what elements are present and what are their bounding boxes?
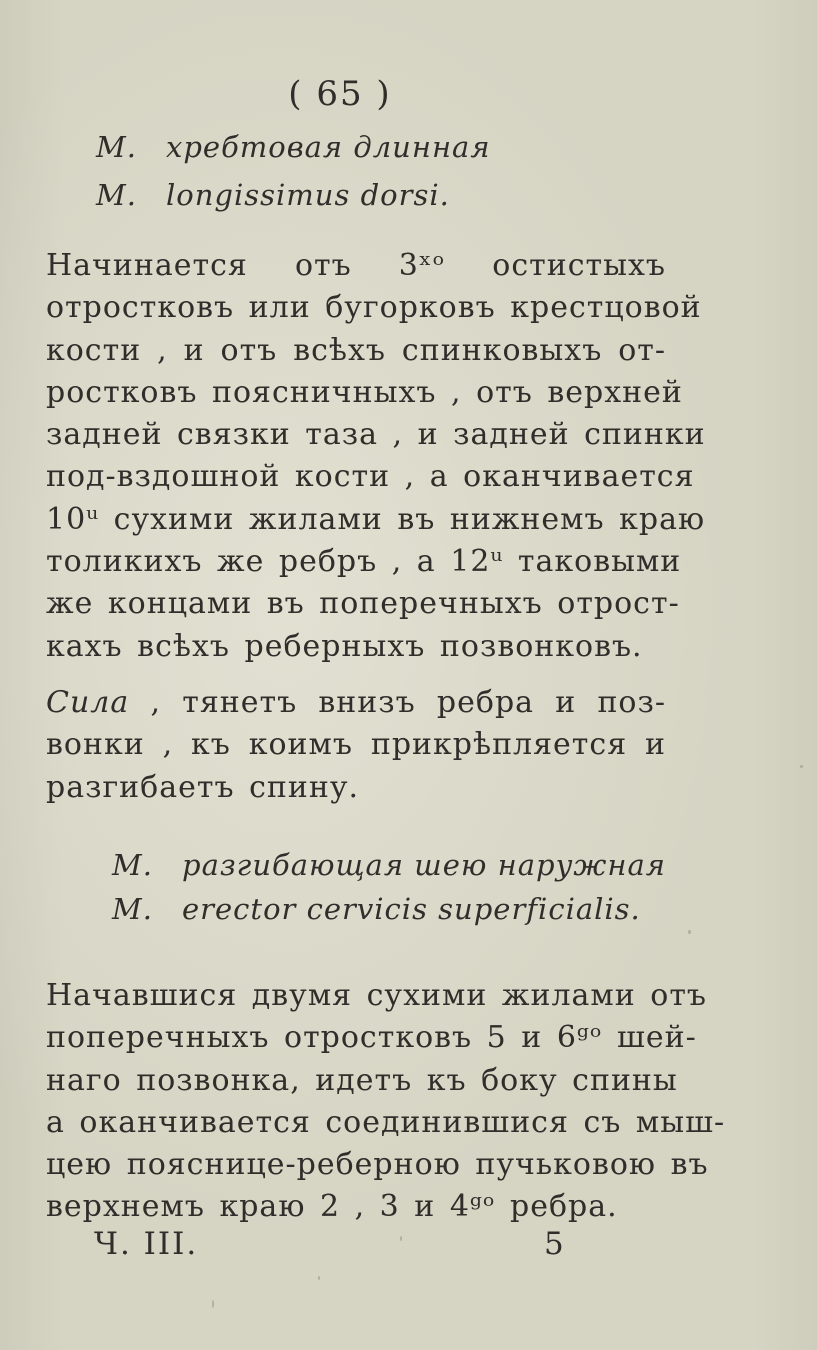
text-line: разгибаетъ спину. xyxy=(46,769,360,805)
text-line: задней связки таза , и задней спинки xyxy=(46,417,706,453)
muscle-name-ru: разгибающая шею наружная xyxy=(182,848,666,882)
text-line: наго позвонка, идетъ къ боку спины xyxy=(46,1062,678,1098)
muscle-name-lat: erector cervicis superficialis. xyxy=(182,892,641,926)
function-paragraph xyxy=(46,682,666,809)
muscle-prefix: M. xyxy=(96,130,137,164)
muscle-name-russian xyxy=(96,130,491,164)
muscle-prefix: M. xyxy=(112,892,153,926)
description-paragraph xyxy=(46,245,706,668)
function-lead-word: Сила xyxy=(46,685,130,720)
muscle-name-ru: хребтовая длинная xyxy=(166,130,491,164)
text-line: цею поясницe-реберною пучьковою въ xyxy=(46,1147,709,1183)
text-line: Начинается отъ 3ˣᵒ остистыхъ xyxy=(46,248,666,283)
muscle-prefix: M. xyxy=(96,178,137,212)
muscle-name-latin xyxy=(96,178,450,212)
muscle-name-russian xyxy=(112,848,666,882)
text-line: кахъ всѣхъ реберныхъ позвонковъ. xyxy=(46,628,643,664)
paper-speck xyxy=(400,1236,402,1241)
text-line: под-вздошной кости , а оканчивается xyxy=(46,459,695,495)
paper-speck xyxy=(318,1276,320,1280)
signature-number: 5 xyxy=(544,1226,566,1262)
text-line: поперечныхъ отростковъ 5 и 6ᵍᵒ шей- xyxy=(46,1020,697,1056)
muscle-prefix: M. xyxy=(112,848,153,882)
text-line: а оканчивается соединившися съ мыш- xyxy=(46,1104,726,1140)
text-line: вонки , къ коимъ прикрѣпляется и xyxy=(46,727,666,763)
paper-speck xyxy=(212,1300,214,1308)
paper-speck xyxy=(688,930,691,934)
paper-speck xyxy=(800,765,803,768)
muscle-name-lat: longissimus dorsi. xyxy=(166,178,450,212)
text-line: 10ᵘ сухими жилами въ нижнемъ краю xyxy=(46,501,706,537)
text-line: кости , и отъ всѣхъ спинковыхъ от- xyxy=(46,332,666,368)
page-number: ( 65 ) xyxy=(288,74,392,114)
text-line: Начавшися двумя сухими жилами отъ xyxy=(46,978,707,1013)
text-line: Сила , тянетъ внизъ ребра и поз- xyxy=(46,685,666,720)
part-marker: Ч. III. xyxy=(94,1226,199,1262)
text-line: отростковъ или бугорковъ крестцовой xyxy=(46,290,702,326)
text-line: же концами въ поперечныхъ отрост- xyxy=(46,586,680,622)
text-line: ростковъ поясничныхъ , отъ верхней xyxy=(46,374,683,410)
text-line: верхнемъ краю 2 , 3 и 4ᵍᵒ ребра. xyxy=(46,1189,618,1225)
muscle-name-latin xyxy=(112,892,641,926)
description-paragraph xyxy=(46,975,726,1229)
text-line: толикихъ же ребръ , а 12ᵘ таковыми xyxy=(46,544,682,580)
